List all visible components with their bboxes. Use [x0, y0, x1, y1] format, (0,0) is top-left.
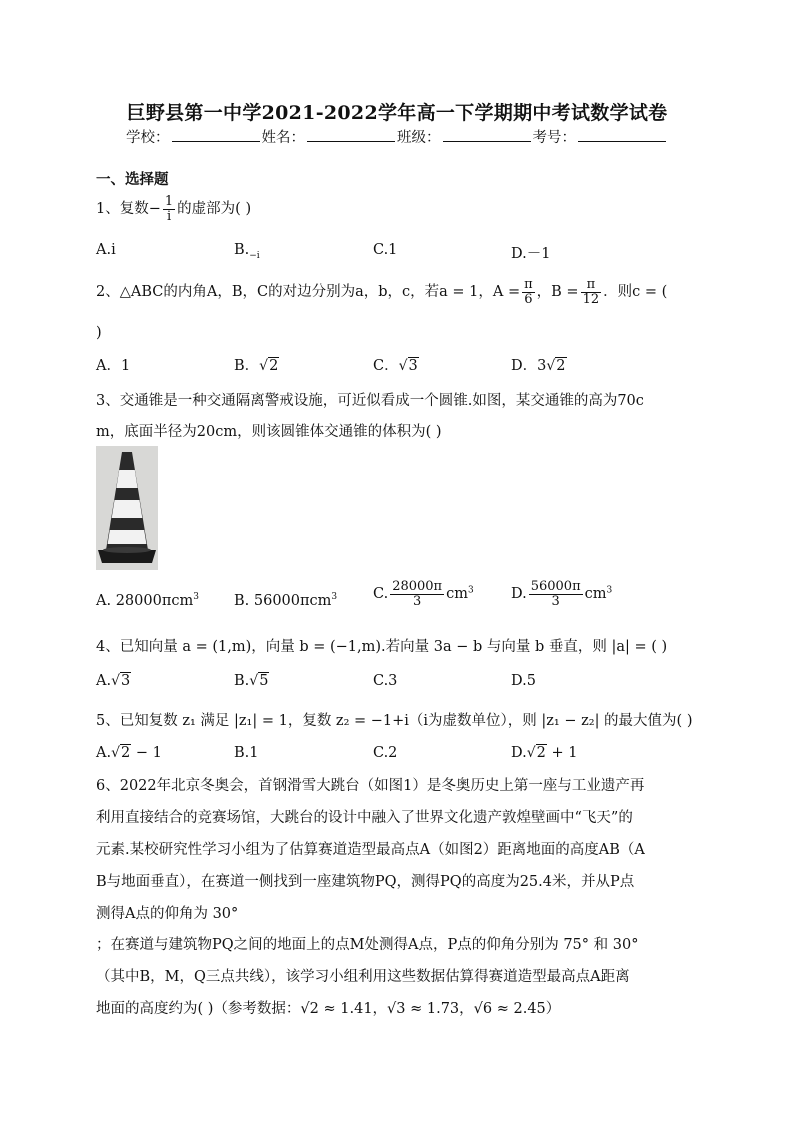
- q1-option-a: A.i: [96, 242, 116, 258]
- q3-option-d: D. $\frac{56000\pi}{3}$ $cm^3$: [511, 579, 613, 609]
- q5-option-b: B.1: [234, 745, 259, 761]
- question-3-cont: m，底面半径为20cm，则该圆锥体交通锥的体积为( ): [96, 424, 442, 440]
- question-6-line-7: （其中B，M，Q三点共线），该学习小组利用这些数据估算得赛道造型最高点A距离: [96, 969, 630, 985]
- fraction: $\frac{1}{i}$: [164, 194, 174, 224]
- q2-option-b: B．√2: [234, 358, 279, 374]
- name-label: 姓名：: [261, 130, 305, 146]
- student-info-line: [0, 126, 794, 147]
- q3-option-b: B. 56000πcm$^3$: [234, 592, 338, 609]
- question-1: 1、复数− $\frac{1}{i}$ 的虚部为( ): [96, 194, 252, 224]
- question-6-line-6: ；在赛道与建筑物PQ之间的地面上的点M处测得A点，P点的仰角分别为 75° 和 30°: [96, 937, 639, 953]
- q4-option-c: C.3: [373, 673, 398, 689]
- q1-option-c: C.1: [373, 242, 398, 258]
- q4-option-d: D.5: [511, 673, 536, 689]
- number-label: 考号：: [532, 130, 576, 146]
- school-blank: [172, 129, 260, 142]
- q2-option-c: C．√3: [373, 358, 418, 374]
- school-label: 学校：: [126, 130, 170, 146]
- question-2-cont: ): [96, 325, 102, 341]
- q1-option-b: $B._{-i}$: [234, 242, 260, 261]
- q3-option-a: A. 28000πcm$^3$: [96, 592, 199, 609]
- q2-option-d: D．3√2: [511, 358, 566, 374]
- question-6-line-8: 地面的高度约为( )（参考数据：√2 ≈ 1.41，√3 ≈ 1.73，√6 ≈ 2.45）: [96, 1001, 561, 1017]
- exam-title: 巨野县第一中学2021-2022学年高一下学期期中考试数学试卷: [126, 102, 668, 124]
- question-2: 2、△ABC的内角A，B，C的对边分别为a，b，c，若a = 1，A = $\frac{\pi}{6}$ ，B = $\frac{\pi}{12}$ ．则c = (: [96, 277, 668, 307]
- q2-option-a: A．1: [96, 358, 131, 374]
- q3-option-c: C. $\frac{28000\pi}{3}$ $cm^3$: [373, 579, 474, 609]
- name-blank: [307, 129, 395, 142]
- question-6-line-1: 6、2022年北京冬奥会，首钢滑雪大跳台（如图1）是冬奥历史上第一座与工业遗产再: [96, 778, 645, 794]
- section-heading: 一、选择题: [96, 171, 169, 188]
- question-5: 5、已知复数 z₁ 满足 |z₁| = 1，复数 z₂ = −1+i（i为虚数单位），则 |z₁ − z₂| 的最大值为( ): [96, 713, 693, 729]
- q4-option-b: B.√5: [234, 673, 269, 689]
- q5-option-a: A.√2 − 1: [96, 745, 162, 761]
- q5-option-d: D.√2 + 1: [511, 745, 578, 761]
- q4-option-a: A.√3: [96, 673, 131, 689]
- q1-option-d: D.－1: [511, 246, 551, 262]
- question-4: 4、已知向量 a = (1,m)，向量 b = (−1,m).若向量 3a − b 与向量 b 垂直，则 |a| = ( ): [96, 639, 668, 655]
- question-6-line-2: 利用直接结合的竞赛场馆，大跳台的设计中融入了世界文化遗产敦煌壁画中“飞天”的: [96, 810, 633, 826]
- question-6-line-5: 测得A点的仰角为 30°: [96, 906, 239, 922]
- number-blank: [578, 129, 666, 142]
- question-3: 3、交通锥是一种交通隔离警戒设施，可近似看成一个圆锥.如图，某交通锥的高为70c: [96, 393, 644, 409]
- class-label: 班级：: [397, 130, 441, 146]
- question-6-line-4: B与地面垂直），在赛道一侧找到一座建筑物PQ，测得PQ的高度为25.4米，并从P点: [96, 874, 635, 890]
- q5-option-c: C.2: [373, 745, 398, 761]
- question-6-line-3: 元素.某校研究性学习小组为了估算赛道造型最高点A（如图2）距离地面的高度AB（A: [96, 842, 645, 858]
- class-blank: [443, 129, 531, 142]
- traffic-cone-image: [96, 446, 158, 570]
